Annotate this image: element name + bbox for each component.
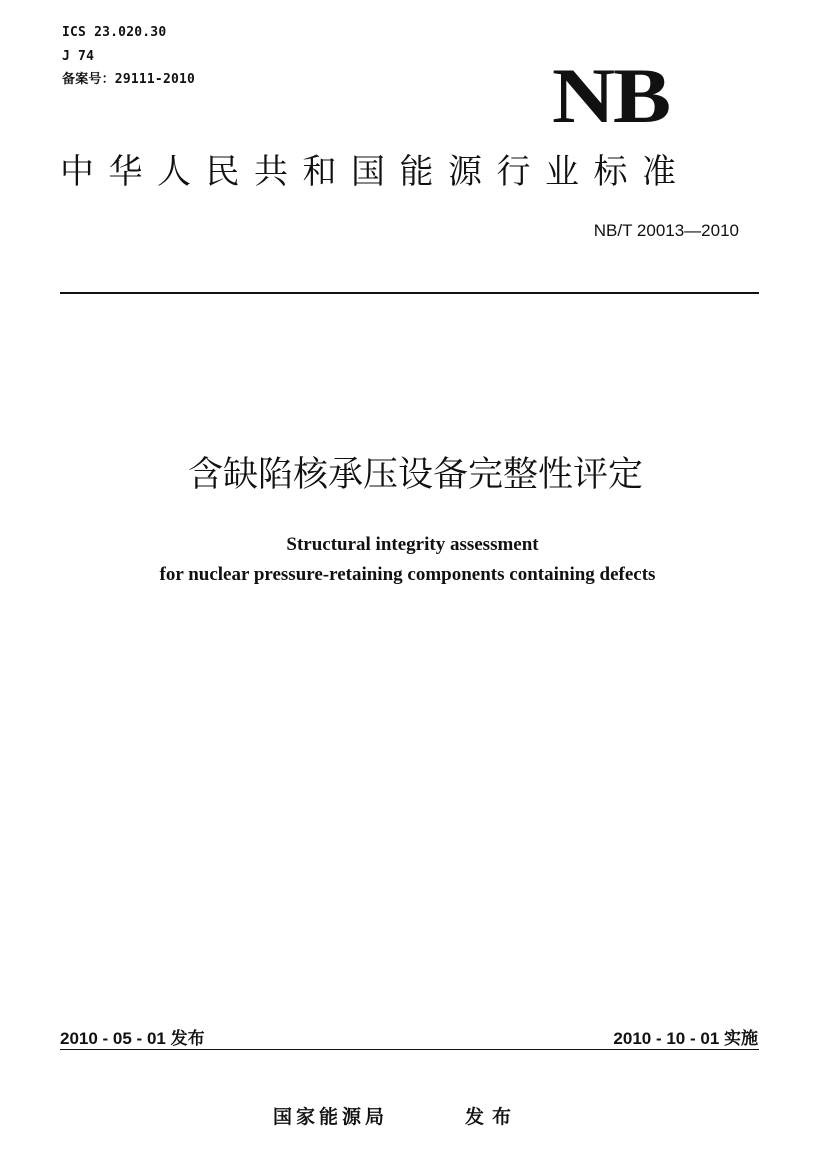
issue-date: 2010 - 05 - 01 发布 [60,1029,205,1048]
filing-number: 备案号：29111-2010 [62,72,196,87]
issuing-authority: 国家能源局 [273,1106,389,1128]
clc-classification: J 74 [62,49,95,64]
publish-label: 发布 [465,1106,520,1128]
document-title-chinese: 含缺陷核承压设备完整性评定 [187,455,643,495]
standard-organization-title: 中华人民共和国能源行业标准 [60,152,691,192]
implementation-date: 2010 - 10 - 01 实施 [613,1029,758,1048]
document-title-english-line1: Structural integrity assessment [286,534,539,555]
top-divider [60,292,759,294]
nb-logo: NB [552,52,669,139]
ics-classification: ICS 23.020.30 [62,25,167,40]
standard-code: NB/T 20013—2010 [593,221,739,240]
bottom-divider [60,1049,759,1050]
document-title-english-line2: for nuclear pressure-retaining components containing defects [159,564,656,585]
